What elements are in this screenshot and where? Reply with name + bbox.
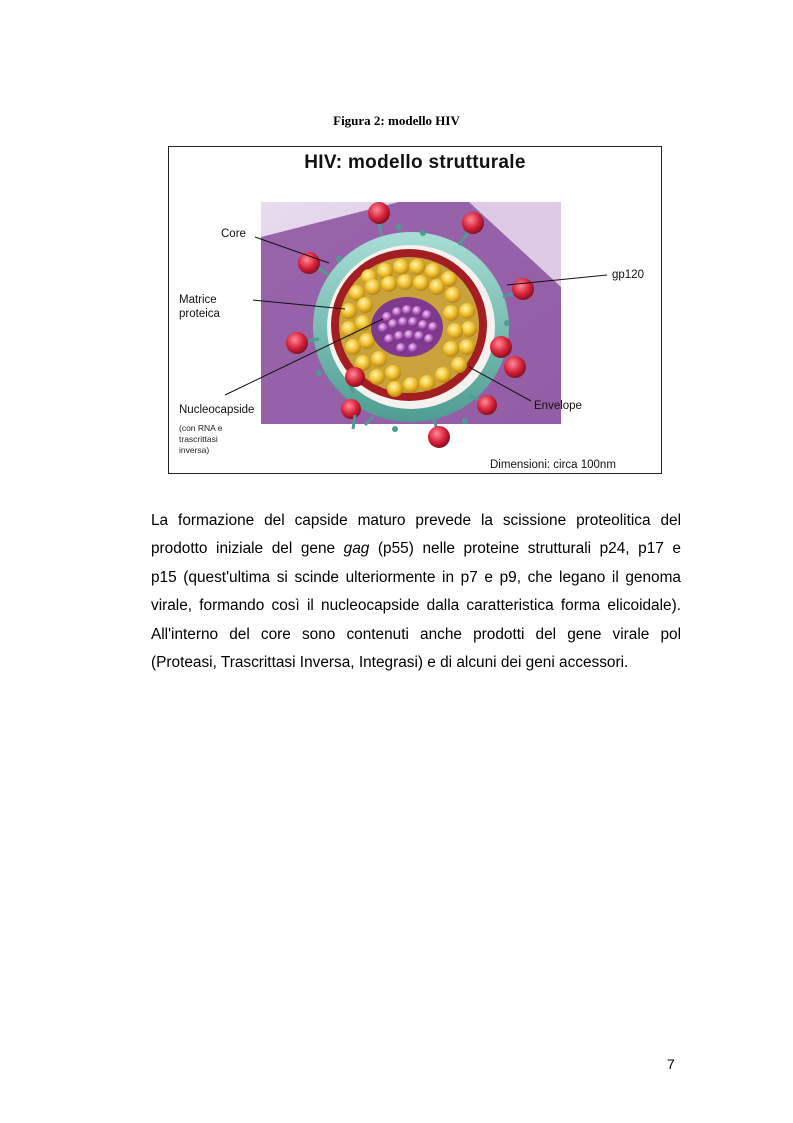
paragraph-text: prodotto iniziale del gene <box>151 540 344 558</box>
hiv-figure <box>168 146 662 474</box>
label-nucleocapsid-note-1: (con RNA e <box>179 423 223 433</box>
label-nucleocapsid: Nucleocapside <box>179 404 255 416</box>
label-core: Core <box>221 228 246 240</box>
paragraph-line: All'interno del core sono contenuti anche prodotti del gene virale pol <box>151 625 681 643</box>
label-matrix-1: Matrice <box>179 294 217 306</box>
paragraph-line: (Proteasi, Trascrittasi Inversa, Integrasi) e di alcuni dei geni accessori. <box>151 654 629 672</box>
paragraph-line <box>151 535 681 563</box>
label-matrix-2: proteica <box>179 308 220 320</box>
label-envelope: Envelope <box>534 400 582 412</box>
gene-name-italic: gag <box>343 540 370 558</box>
body-paragraph <box>151 507 681 677</box>
figure-title: HIV: modello strutturale <box>304 152 526 173</box>
paragraph-line: virale, formando così il nucleocapside dalla caratteristica forma elicoidale). <box>151 597 681 615</box>
label-gp120: gp120 <box>612 269 644 281</box>
nucleocapsid <box>371 297 443 357</box>
paragraph-text: (p55) nelle proteine strutturali p24, p17 e <box>369 540 681 558</box>
paragraph-line: p15 (quest'ultima si scinde ulteriormente in p7 e p9, che legano il genoma <box>151 568 681 586</box>
label-dimensions: Dimensioni: circa 100nm <box>490 459 616 471</box>
hiv-illustration <box>169 147 661 473</box>
figure-caption: Figura 2: modello HIV <box>333 113 460 128</box>
label-nucleocapsid-note-3: inversa) <box>179 445 210 455</box>
paragraph-line: La formazione del capside maturo prevede la scissione proteolitica del <box>151 512 681 529</box>
label-nucleocapsid-note-2: trascrittasi <box>179 434 218 444</box>
page-number: 7 <box>667 1056 675 1072</box>
